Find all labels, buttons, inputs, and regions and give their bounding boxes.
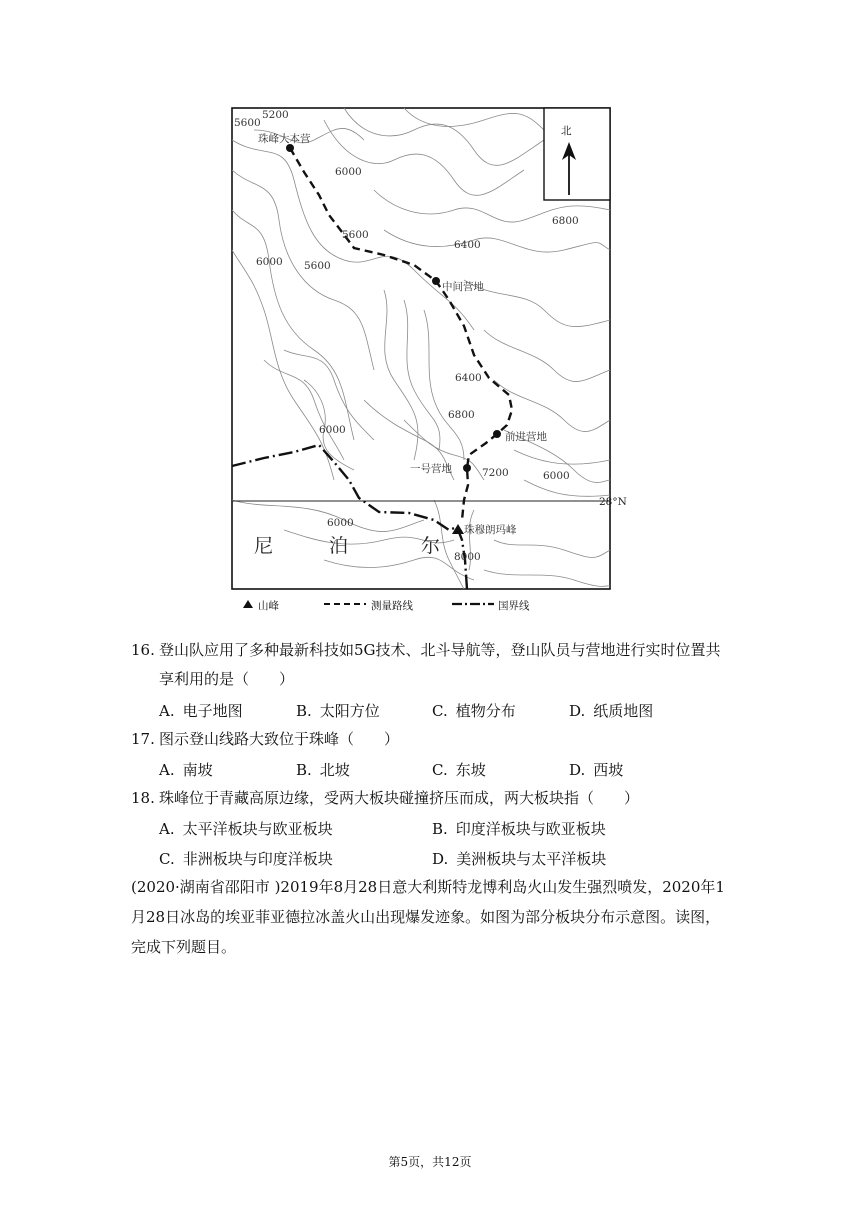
- question-text: 登山队应用了多种最新科技如5G技术、北斗导航等，登山队员与营地进行实时位置共: [159, 641, 721, 659]
- contour-label: 5600: [304, 260, 331, 272]
- option-d: D. 纸质地图: [569, 702, 654, 720]
- contour-label: 6000: [335, 166, 362, 178]
- middle-camp-label: 中间营地: [442, 281, 484, 293]
- contour-label: 6400: [455, 372, 482, 384]
- legend-peak-label: 山峰: [258, 600, 279, 612]
- map-legend: [243, 599, 530, 612]
- option-c: C. 非洲板块与印度洋板块: [159, 850, 333, 868]
- question-18: [131, 788, 639, 808]
- topographic-map: [224, 100, 636, 618]
- base-camp-label: 珠峰大本营: [258, 133, 311, 145]
- contour-label: 6800: [552, 215, 579, 227]
- contour-label: 6000: [543, 470, 570, 482]
- camp-one-label: 一号营地: [410, 463, 452, 475]
- intro-line: 完成下列题目。: [131, 938, 237, 956]
- contour-label: 5200: [262, 109, 289, 121]
- country-char: 尔: [421, 535, 441, 557]
- legend-border-label: 国界线: [498, 600, 530, 612]
- north-arrow: [544, 108, 610, 200]
- north-label: 北: [561, 125, 572, 137]
- option-a: A. 南坡: [159, 761, 213, 779]
- page-footer: 第5页，共12页: [388, 1155, 472, 1169]
- contour-label: 6000: [319, 424, 346, 436]
- camp-one-dot: [463, 464, 471, 472]
- advance-camp-label: 前进营地: [505, 431, 547, 443]
- option-b: B. 北坡: [296, 761, 350, 779]
- question-16-line2: 享利用的是（ ）: [159, 670, 295, 688]
- latitude-label: 28°N: [599, 496, 627, 508]
- base-camp-dot: [286, 144, 294, 152]
- middle-camp-dot: [432, 277, 440, 285]
- question-number: 18.: [131, 789, 155, 807]
- question-16: [131, 640, 721, 660]
- option-d: D. 美洲板块与太平洋板块: [432, 850, 607, 868]
- intro-line: 月28日冰岛的埃亚菲亚德拉冰盖火山出现爆发迹象。如图为部分板块分布示意图。读图，: [131, 908, 721, 926]
- question-number: 16.: [131, 641, 155, 659]
- country-char: 尼: [254, 535, 274, 557]
- country-char: 泊: [329, 535, 349, 557]
- contour-label: 5600: [234, 117, 261, 129]
- contour-label: 7200: [482, 467, 509, 479]
- intro-line: (2020·湖南省邵阳市 )2019年8月28日意大利斯特龙博利岛火山发生强烈喷发，2020年1: [131, 878, 725, 896]
- option-c: C. 东坡: [432, 761, 486, 779]
- question-text: 图示登山线路大致位于珠峰（ ）: [159, 730, 400, 748]
- option-b: B. 太阳方位: [296, 702, 380, 720]
- contour-label: 6800: [448, 409, 475, 421]
- contour-label: 6400: [454, 239, 481, 251]
- option-d: D. 西坡: [569, 761, 624, 779]
- contour-label: 5600: [342, 229, 369, 241]
- contour-label: 6000: [327, 517, 354, 529]
- option-c: C. 植物分布: [432, 702, 516, 720]
- question-17: [131, 729, 399, 749]
- peak-label: 珠穆朗玛峰: [464, 524, 517, 536]
- option-a: A. 电子地图: [159, 702, 243, 720]
- contour-label: 6000: [256, 256, 283, 268]
- question-text: 珠峰位于青藏高原边缘，受两大板块碰撞挤压而成，两大板块指（ ）: [159, 789, 640, 807]
- legend-route-label: 测量路线: [371, 600, 413, 612]
- question-number: 17.: [131, 730, 155, 748]
- option-b: B. 印度洋板块与欧亚板块: [432, 820, 606, 838]
- contour-label: 8000: [454, 551, 481, 563]
- option-a: A. 太平洋板块与欧亚板块: [159, 820, 333, 838]
- advance-camp-dot: [493, 430, 501, 438]
